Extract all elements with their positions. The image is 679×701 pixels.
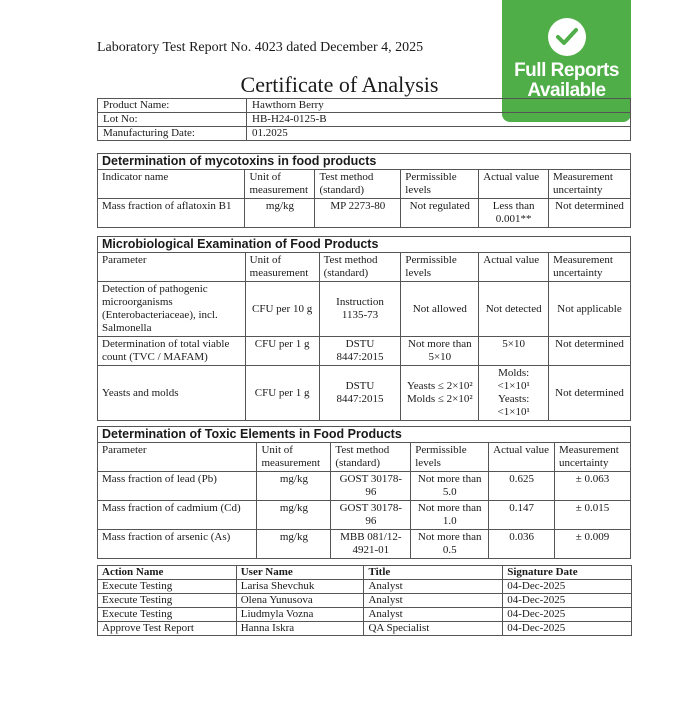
table-cell: ± 0.063: [555, 472, 631, 501]
table-row: [98, 366, 631, 421]
table-cell: mg/kg: [257, 501, 331, 530]
table-cell: Mass fraction of arsenic (As): [98, 530, 257, 559]
column-header: Signature Date: [503, 566, 632, 580]
table-cell: Yeasts and molds: [98, 366, 246, 421]
product-name-value: Hawthorn Berry: [247, 99, 631, 113]
table-cell: 0.147: [489, 501, 555, 530]
table-cell: mg/kg: [245, 199, 315, 228]
table-row: [98, 594, 632, 608]
column-header: Test method (standard): [319, 253, 401, 282]
table-row: [98, 282, 631, 337]
column-header: Permissible levels: [401, 253, 479, 282]
lot-no-value: HB-H24-0125-B: [247, 113, 631, 127]
table-cell: DSTU 8447:2015: [319, 337, 401, 366]
table-cell: Mass fraction of aflatoxin B1: [98, 199, 245, 228]
table-cell: 04-Dec-2025: [503, 622, 632, 636]
table-cell: Larisa Shevchuk: [236, 580, 364, 594]
table-cell: Approve Test Report: [98, 622, 237, 636]
table-cell: Determination of total viable count (TVC / MAFAM): [98, 337, 246, 366]
table-cell: Not detected: [479, 282, 549, 337]
table-cell: 5×10: [479, 337, 549, 366]
section-heading: Microbiological Examination of Food Products: [98, 237, 631, 253]
table-cell: 04-Dec-2025: [503, 608, 632, 622]
table-row: [98, 199, 631, 228]
table-cell: Liudmyla Vozna: [236, 608, 364, 622]
column-header: Permissible levels: [411, 443, 489, 472]
report-number-line: Laboratory Test Report No. 4023 dated December 4, 2025: [97, 40, 424, 55]
signatures-table: [97, 565, 632, 636]
section-heading: Determination of mycotoxins in food products: [98, 154, 631, 170]
table-cell: Not determined: [549, 337, 631, 366]
table-cell: CFU per 1 g: [245, 366, 319, 421]
table-header-row: [98, 443, 631, 472]
badge-line1: Full Reports: [514, 60, 619, 81]
column-header: Actual value: [479, 170, 549, 199]
table-row: [98, 99, 631, 113]
manufacturing-date-label: Manufacturing Date:: [98, 127, 247, 141]
mycotoxins-table: [97, 153, 631, 228]
table-cell: Not applicable: [549, 282, 631, 337]
column-header: Indicator name: [98, 170, 245, 199]
table-row: [98, 608, 632, 622]
table-cell: 0.625: [489, 472, 555, 501]
column-header: User Name: [236, 566, 364, 580]
table-cell: CFU per 1 g: [245, 337, 319, 366]
column-header: Unit of measurement: [245, 170, 315, 199]
table-cell: Not determined: [549, 199, 631, 228]
table-cell: Not determined: [549, 366, 631, 421]
table-cell: Not regulated: [401, 199, 479, 228]
table-cell: GOST 30178-96: [331, 472, 411, 501]
table-header-row: [98, 170, 631, 199]
table-cell: Detection of pathogenic microorganisms (Enterobacteriaceae), incl. Salmonella: [98, 282, 246, 337]
table-cell: 04-Dec-2025: [503, 580, 632, 594]
table-cell: mg/kg: [257, 472, 331, 501]
table-cell: DSTU 8447:2015: [319, 366, 401, 421]
column-header: Permissible levels: [401, 170, 479, 199]
table-row: [98, 530, 631, 559]
table-cell: Less than 0.001**: [479, 199, 549, 228]
table-cell: mg/kg: [257, 530, 331, 559]
table-cell: MP 2273-80: [315, 199, 401, 228]
column-header: Unit of measurement: [257, 443, 331, 472]
product-info-table: [97, 98, 631, 141]
column-header: Measurement uncertainty: [549, 253, 631, 282]
table-cell: ± 0.009: [555, 530, 631, 559]
table-cell: Not more than 5×10: [401, 337, 479, 366]
table-row: [98, 113, 631, 127]
table-cell: Yeasts ≤ 2×10² Molds ≤ 2×10²: [401, 366, 479, 421]
column-header: Test method (standard): [315, 170, 401, 199]
column-header: Actual value: [489, 443, 555, 472]
table-cell: ± 0.015: [555, 501, 631, 530]
table-header-row: [98, 253, 631, 282]
table-cell: GOST 30178-96: [331, 501, 411, 530]
table-row: [98, 337, 631, 366]
table-cell: Execute Testing: [98, 608, 237, 622]
lot-no-label: Lot No:: [98, 113, 247, 127]
table-row: [98, 622, 632, 636]
column-header: Actual value: [479, 253, 549, 282]
section-heading: Determination of Toxic Elements in Food Products: [98, 427, 631, 443]
table-cell: 0.036: [489, 530, 555, 559]
microbiology-table: [97, 236, 631, 421]
table-cell: Mass fraction of cadmium (Cd): [98, 501, 257, 530]
column-header: Measurement uncertainty: [549, 170, 631, 199]
table-row: [98, 472, 631, 501]
column-header: Test method (standard): [331, 443, 411, 472]
manufacturing-date-value: 01.2025: [247, 127, 631, 141]
table-cell: Not allowed: [401, 282, 479, 337]
check-circle-icon: [548, 18, 586, 56]
table-row: [98, 501, 631, 530]
badge-line2: Available: [527, 80, 606, 101]
table-cell: QA Specialist: [364, 622, 503, 636]
table-cell: Execute Testing: [98, 580, 237, 594]
product-name-label: Product Name:: [98, 99, 247, 113]
table-cell: Hanna Iskra: [236, 622, 364, 636]
column-header: Unit of measurement: [245, 253, 319, 282]
toxic-elements-table: [97, 426, 631, 559]
table-cell: Not more than 1.0: [411, 501, 489, 530]
table-cell: MBB 081/12-4921-01: [331, 530, 411, 559]
table-cell: Mass fraction of lead (Pb): [98, 472, 257, 501]
table-cell: Not more than 0.5: [411, 530, 489, 559]
table-cell: Instruction 1135-73: [319, 282, 401, 337]
table-cell: Analyst: [364, 580, 503, 594]
column-header: Parameter: [98, 443, 257, 472]
table-cell: Molds: <1×10¹ Yeasts: <1×10¹: [479, 366, 549, 421]
table-cell: 04-Dec-2025: [503, 594, 632, 608]
column-header: Action Name: [98, 566, 237, 580]
table-row: [98, 127, 631, 141]
column-header: Title: [364, 566, 503, 580]
column-header: Measurement uncertainty: [555, 443, 631, 472]
table-header-row: [98, 566, 632, 580]
certificate-title: Certificate of Analysis: [240, 72, 439, 97]
table-cell: Not more than 5.0: [411, 472, 489, 501]
table-cell: Analyst: [364, 594, 503, 608]
table-cell: CFU per 10 g: [245, 282, 319, 337]
table-cell: Execute Testing: [98, 594, 237, 608]
table-cell: Analyst: [364, 608, 503, 622]
table-row: [98, 580, 632, 594]
table-cell: Olena Yunusova: [236, 594, 364, 608]
column-header: Parameter: [98, 253, 246, 282]
